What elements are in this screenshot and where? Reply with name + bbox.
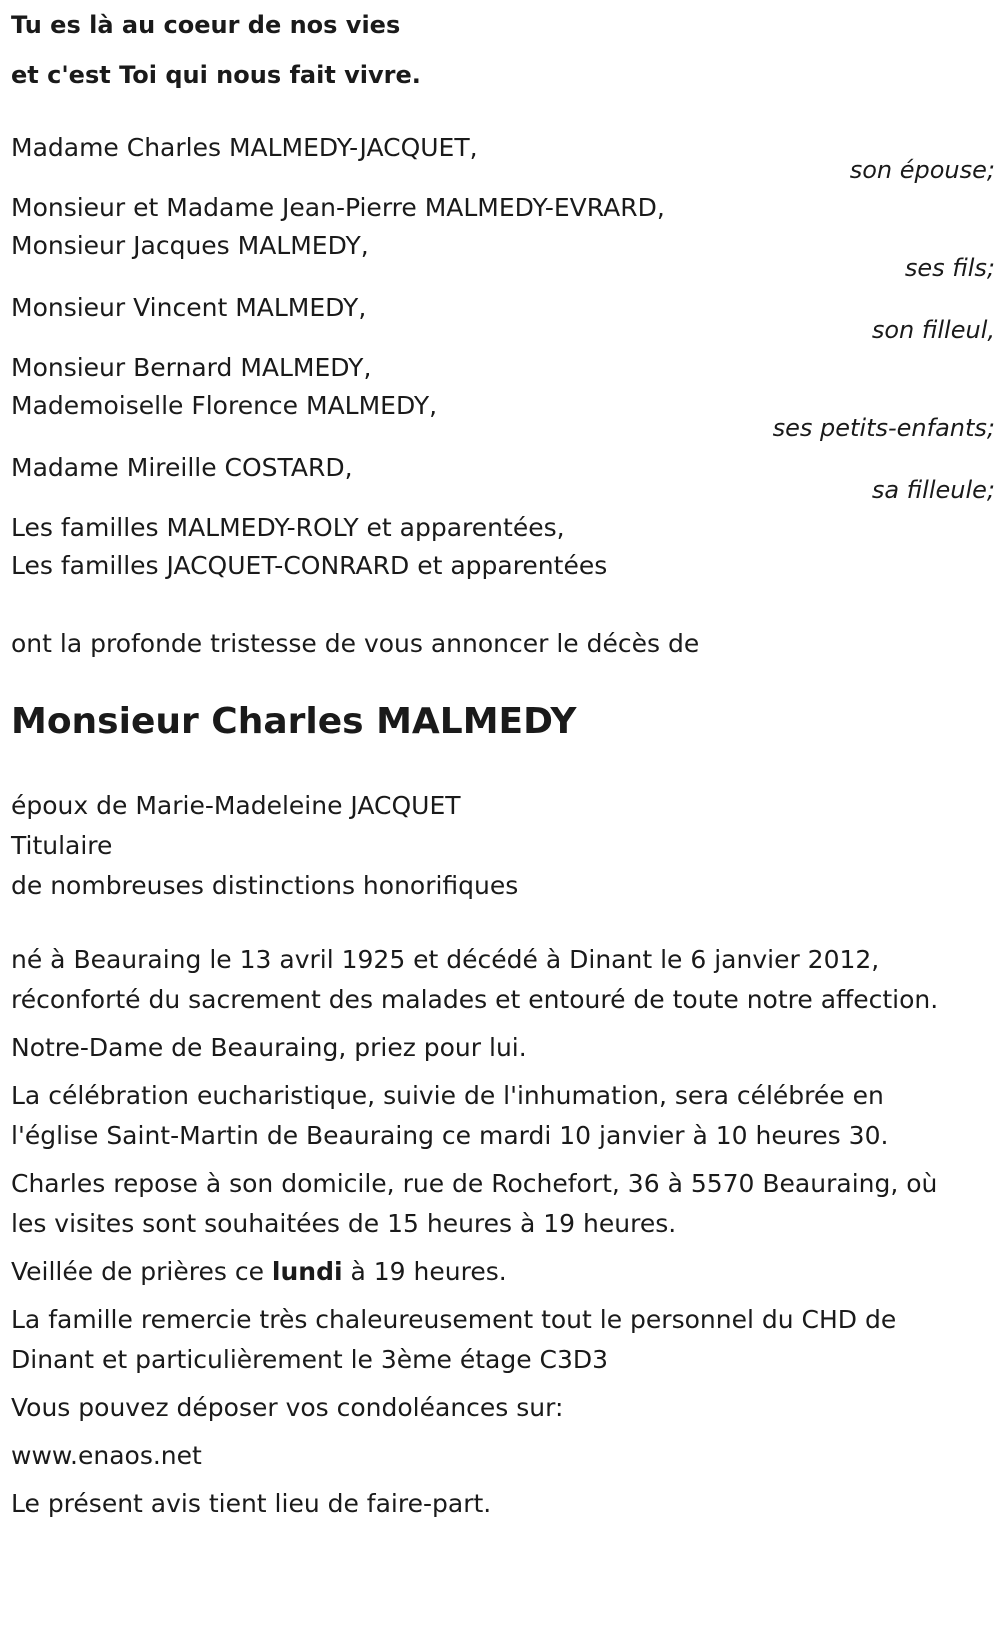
distinctions-line: de nombreuses distinctions honorifiques bbox=[11, 871, 519, 900]
family-name: Monsieur Vincent MALMEDY, bbox=[11, 293, 367, 322]
verse-line-1: Tu es là au coeur de nos vies bbox=[11, 11, 401, 39]
family-name: Mademoiselle Florence MALMEDY, bbox=[11, 391, 438, 420]
deceased-details bbox=[11, 786, 995, 906]
family-name: Monsieur Bernard MALMEDY, bbox=[11, 353, 372, 382]
vigil-before: Veillée de prières ce bbox=[11, 1257, 272, 1286]
relation-label: ses petits-enfants; bbox=[772, 414, 995, 442]
relation-label: son filleul, bbox=[871, 316, 995, 344]
ceremony: La célébration eucharistique, suivie de l'inhumation, sera célébrée en l'église Saint-Martin de Beauraing ce mardi 10 janvier à 10 heures 30. bbox=[11, 1081, 889, 1150]
vigil-day: lundi bbox=[271, 1257, 343, 1286]
family-group bbox=[11, 348, 995, 448]
family-name: Madame Mireille COSTARD, bbox=[11, 453, 353, 482]
relation-label: sa filleule; bbox=[871, 476, 995, 504]
website-link[interactable]: www.enaos.net bbox=[11, 1441, 202, 1470]
family-group bbox=[11, 288, 995, 348]
verse-line-2: et c'est Toi qui nous fait vivre. bbox=[11, 61, 421, 89]
verse bbox=[11, 0, 421, 100]
spouse-line: époux de Marie-Madeleine JACQUET bbox=[11, 791, 461, 820]
family-name: Les familles JACQUET-CONRARD et apparentées bbox=[11, 551, 608, 580]
condolences-intro: Vous pouvez déposer vos condoléances sur: bbox=[11, 1393, 564, 1422]
birth-death: né à Beauraing le 13 avril 1925 et décédé à Dinant le 6 janvier 2012, réconforté du sacrement des malades et entouré de toute notre affection. bbox=[11, 945, 939, 1014]
family-group bbox=[11, 188, 995, 288]
title-line: Titulaire bbox=[11, 831, 113, 860]
deceased-name: Monsieur Charles MALMEDY bbox=[11, 701, 577, 742]
family-name: Monsieur Jacques MALMEDY, bbox=[11, 231, 369, 260]
repose: Charles repose à son domicile, rue de Rochefort, 36 à 5570 Beauraing, où les visites sont souhaitées de 15 heures à 19 heures. bbox=[11, 1169, 938, 1238]
announcement: ont la profonde tristesse de vous annoncer le décès de bbox=[11, 629, 700, 658]
family-name: Les familles MALMEDY-ROLY et apparentées, bbox=[11, 513, 565, 542]
thanks: La famille remercie très chaleureusement tout le personnel du CHD de Dinant et particulièrement le 3ème étage C3D3 bbox=[11, 1305, 897, 1374]
prayer: Notre-Dame de Beauraing, priez pour lui. bbox=[11, 1033, 527, 1062]
family-name: Madame Charles MALMEDY-JACQUET, bbox=[11, 133, 478, 162]
vigil bbox=[11, 1252, 951, 1292]
notice-body bbox=[11, 940, 951, 1524]
family-group bbox=[11, 128, 995, 188]
family-group bbox=[11, 508, 995, 586]
family-name: Monsieur et Madame Jean-Pierre MALMEDY-EVRARD, bbox=[11, 193, 665, 222]
relation-label: son épouse; bbox=[849, 156, 995, 184]
family-list bbox=[11, 128, 995, 586]
vigil-after: à 19 heures. bbox=[342, 1257, 507, 1286]
relation-label: ses fils; bbox=[904, 254, 995, 282]
notice-footer: Le présent avis tient lieu de faire-part. bbox=[11, 1489, 492, 1518]
family-group bbox=[11, 448, 995, 508]
